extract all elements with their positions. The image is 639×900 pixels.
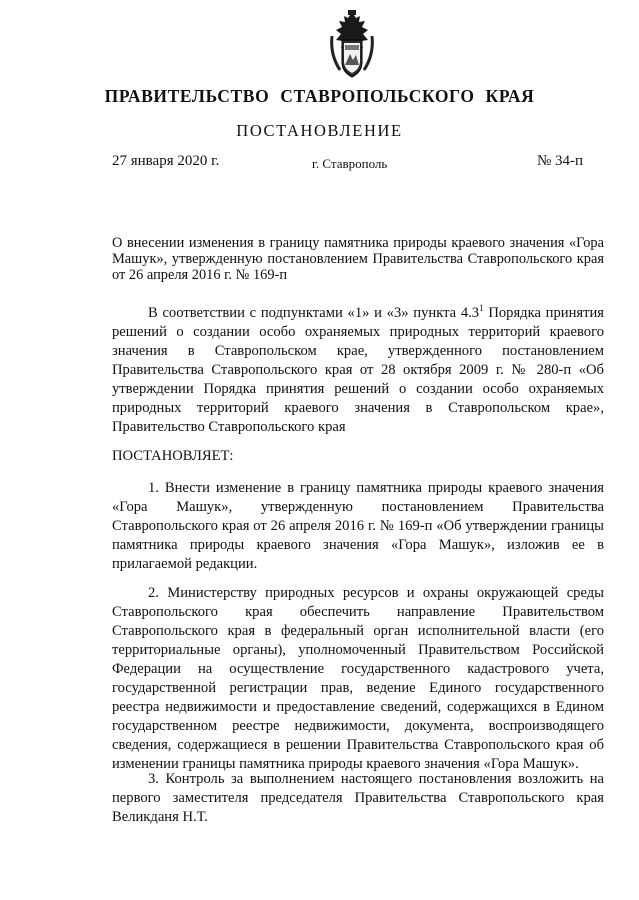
preamble-paragraph <box>112 304 604 437</box>
document-date: 27 января 2020 г. <box>112 153 220 169</box>
preamble-text-continued: Порядка принятия решений о создании особо охраняемых природных территорий краевого значения в Ставропольском крае, утвержденного постановлением Правительства Ставропольского края от 28 октября 2009 г. № 280-п «Об утверждении Порядка принятия решений о создании особо охраняемых природных территорий краевого значения в Ставропольском крае», Правительство Ставропольского края <box>112 305 605 435</box>
government-title: ПРАВИТЕЛЬСТВО СТАВРОПОЛЬСКОГО КРАЯ <box>104 86 535 106</box>
clause-3: 3. Контроль за выполнением настоящего постановления возложить на первого заместителя председателя Правительства Ставропольского края Великданя Н.Т. <box>112 771 604 825</box>
document-subject: О внесении изменения в границу памятника природы краевого значения «Гора Машук», утвержденную постановлением Правительства Ставропольского края от 26 апреля 2016 г. № 169-п <box>112 235 604 283</box>
clause-2: 2. Министерству природных ресурсов и охраны окружающей среды Ставропольского края обеспечить направление Правительством Ставропольского края в федеральный орган исполнительной власти (его территориальные органы), уполномоченный Правительством Российской Федерации на осуществление государственного кадастрового учета, государственной регистрации прав, ведение Единого государственного реестра недвижимости и предоставление сведений, содержащихся в Едином государственном реестре недвижимости, документа, воспроизводящего сведения, содержащиеся в решении Правительства Ставропольского края об изменении границы памятника природы краевого значения «Гора Машук». <box>112 585 604 772</box>
clause-1: 1. Внести изменение в границу памятника природы краевого значения «Гора Машук», утвержденную постановлением Правительства Ставропольского края от 26 апреля 2016 г. № 169-п «Об утверждении границы памятника природы краевого значения «Гора Машук», изложив ее в прилагаемой редакции. <box>112 480 604 572</box>
document-type: ПОСТАНОВЛЕНИЕ <box>236 121 403 140</box>
resolves-heading: ПОСТАНОВЛЯЕТ: <box>112 448 234 464</box>
preamble-superscript: 1 <box>479 303 484 314</box>
coat-of-arms-icon <box>328 10 376 80</box>
preamble-text: В соответствии с подпунктами «1» и «3» пункта 4.3 <box>148 305 480 321</box>
document-number: № 34-п <box>537 153 584 169</box>
document-city: г. Ставрополь <box>312 156 388 171</box>
